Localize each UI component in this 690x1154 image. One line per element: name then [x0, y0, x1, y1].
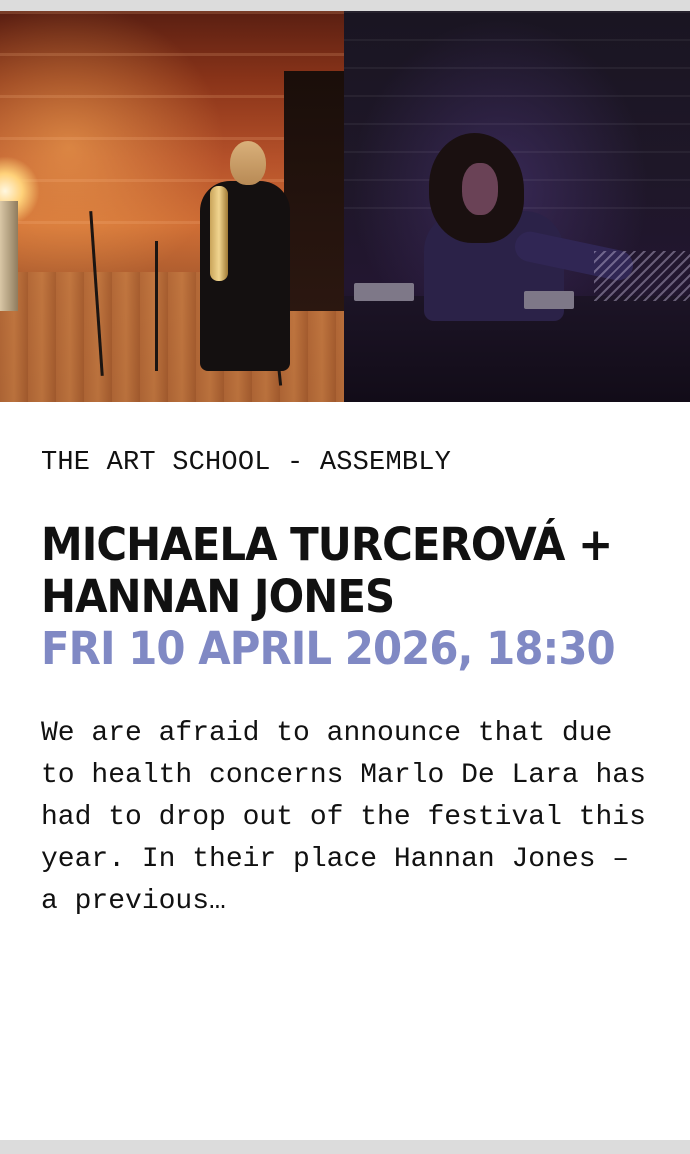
- event-venue: THE ART SCHOOL - ASSEMBLY: [41, 448, 452, 478]
- event-card[interactable]: [0, 11, 690, 1140]
- event-title[interactable]: MICHAELA TURCEROVÁ + HANNAN JONES: [41, 518, 613, 623]
- event-hero-image[interactable]: [0, 11, 690, 402]
- event-details: [0, 443, 690, 923]
- electronics-performer-photo: [344, 11, 690, 402]
- event-description: We are afraid to announce that due to health concerns Marlo De Lara has had to drop out of the festival this year. In their place Hannan Jones – a previous…: [41, 718, 646, 917]
- saxophonist-photo: [0, 11, 344, 402]
- event-datetime: FRI 10 APRIL 2026, 18:30: [41, 622, 615, 675]
